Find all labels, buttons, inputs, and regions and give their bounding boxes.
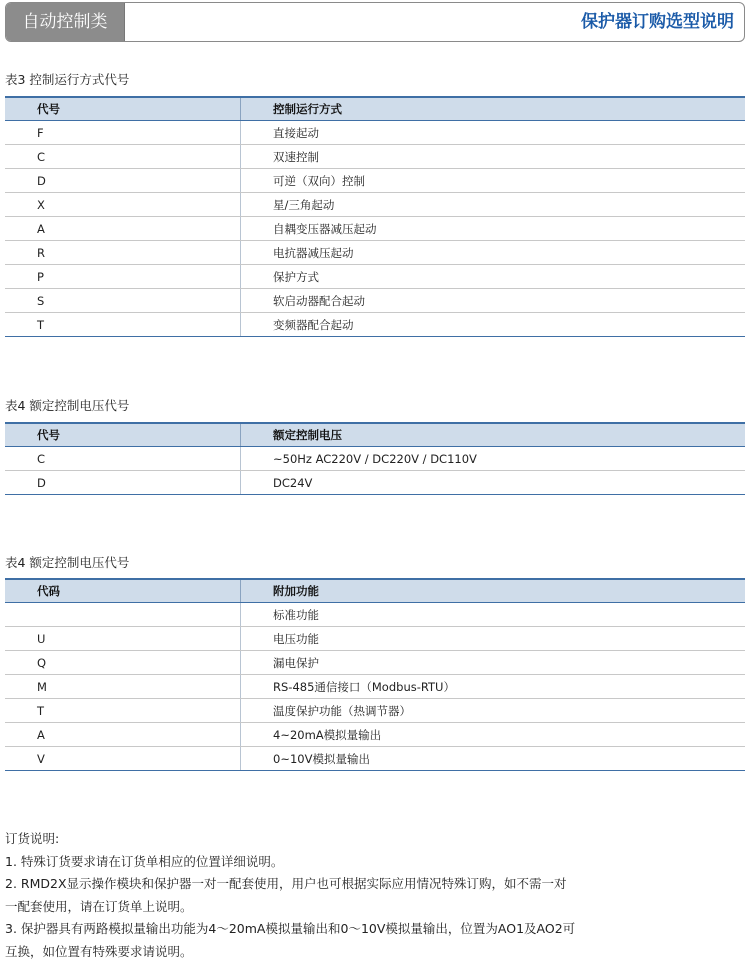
description-cell: 4~20mA模拟量输出: [241, 723, 746, 747]
table3-caption: 表3 控制运行方式代号: [5, 72, 130, 87]
table-row: [5, 265, 745, 289]
table-row: [5, 313, 745, 337]
table5-caption: 表4 额定控制电压代号: [5, 555, 130, 570]
code-cell: Q: [5, 651, 241, 675]
code-cell: P: [5, 265, 241, 289]
ordering-notes: [5, 828, 645, 963]
header-banner: [5, 2, 745, 42]
code-cell: S: [5, 289, 241, 313]
note-line: 2. RMD2X显示操作模块和保护器一对一配套使用，用户也可根据实际应用情况特殊订购，如不需一对: [5, 876, 567, 891]
note-line: 3. 保护器具有两路模拟量输出功能为4～20mA模拟量输出和0～10V模拟量输出，位置为AO1及AO2可: [5, 921, 576, 936]
table-row: [5, 193, 745, 217]
additional-function-table: [5, 578, 745, 771]
code-cell: D: [5, 169, 241, 193]
code-cell: [5, 603, 241, 627]
description-cell: RS-485通信接口（Modbus-RTU）: [241, 675, 746, 699]
notes-heading: 订货说明:: [5, 831, 60, 846]
description-cell: 星/三角起动: [241, 193, 746, 217]
description-cell: 电压功能: [241, 627, 746, 651]
code-cell: D: [5, 471, 241, 495]
category-label: 自动控制类: [6, 3, 125, 41]
table-row: [5, 121, 745, 145]
table-row: [5, 217, 745, 241]
code-cell: F: [5, 121, 241, 145]
table-row: [5, 241, 745, 265]
table-header-row: [5, 423, 745, 447]
note-line: 1. 特殊订货要求请在订货单相应的位置详细说明。: [5, 853, 284, 869]
control-mode-table: [5, 96, 745, 337]
table4-caption: 表4 额定控制电压代号: [5, 398, 130, 413]
note-line: 一配套使用，请在订货单上说明。: [5, 898, 193, 914]
description-cell: 电抗器减压起动: [241, 241, 746, 265]
table-row: [5, 675, 745, 699]
table-row: [5, 627, 745, 651]
control-voltage-table: [5, 422, 745, 495]
description-cell: 保护方式: [241, 265, 746, 289]
table-row: [5, 289, 745, 313]
table-row: [5, 723, 745, 747]
note-line: 互换，如位置有特殊要求请说明。: [5, 943, 193, 959]
table-row: [5, 603, 745, 627]
code-cell: X: [5, 193, 241, 217]
description-cell: 漏电保护: [241, 651, 746, 675]
table-row: [5, 471, 745, 495]
code-cell: C: [5, 447, 241, 471]
description-cell: 双速控制: [241, 145, 746, 169]
code-cell: C: [5, 145, 241, 169]
description-cell: ~50Hz AC220V / DC220V / DC110V: [241, 447, 746, 471]
table-row: [5, 169, 745, 193]
header-code: 代码: [5, 579, 241, 603]
description-cell: 软启动器配合起动: [241, 289, 746, 313]
header-control-mode: 控制运行方式: [241, 97, 746, 121]
description-cell: 变频器配合起动: [241, 313, 746, 337]
description-cell: 标准功能: [241, 603, 746, 627]
code-cell: R: [5, 241, 241, 265]
code-cell: A: [5, 723, 241, 747]
table-row: [5, 747, 745, 771]
table-header-row: [5, 97, 745, 121]
description-cell: 自耦变压器减压起动: [241, 217, 746, 241]
table-header-row: [5, 579, 745, 603]
code-cell: U: [5, 627, 241, 651]
table-row: [5, 699, 745, 723]
table-row: [5, 447, 745, 471]
code-cell: T: [5, 699, 241, 723]
description-cell: 可逆（双向）控制: [241, 169, 746, 193]
code-cell: A: [5, 217, 241, 241]
header-rated-voltage: 额定控制电压: [241, 423, 746, 447]
description-cell: 温度保护功能（热调节器）: [241, 699, 746, 723]
table-row: [5, 145, 745, 169]
description-cell: 直接起动: [241, 121, 746, 145]
header-code: 代号: [5, 97, 241, 121]
header-additional-function: 附加功能: [241, 579, 746, 603]
page-title: 保护器订购选型说明: [581, 12, 734, 32]
header-code: 代号: [5, 423, 241, 447]
code-cell: T: [5, 313, 241, 337]
table-row: [5, 651, 745, 675]
description-cell: 0~10V模拟量输出: [241, 747, 746, 771]
code-cell: M: [5, 675, 241, 699]
description-cell: DC24V: [241, 471, 746, 495]
code-cell: V: [5, 747, 241, 771]
